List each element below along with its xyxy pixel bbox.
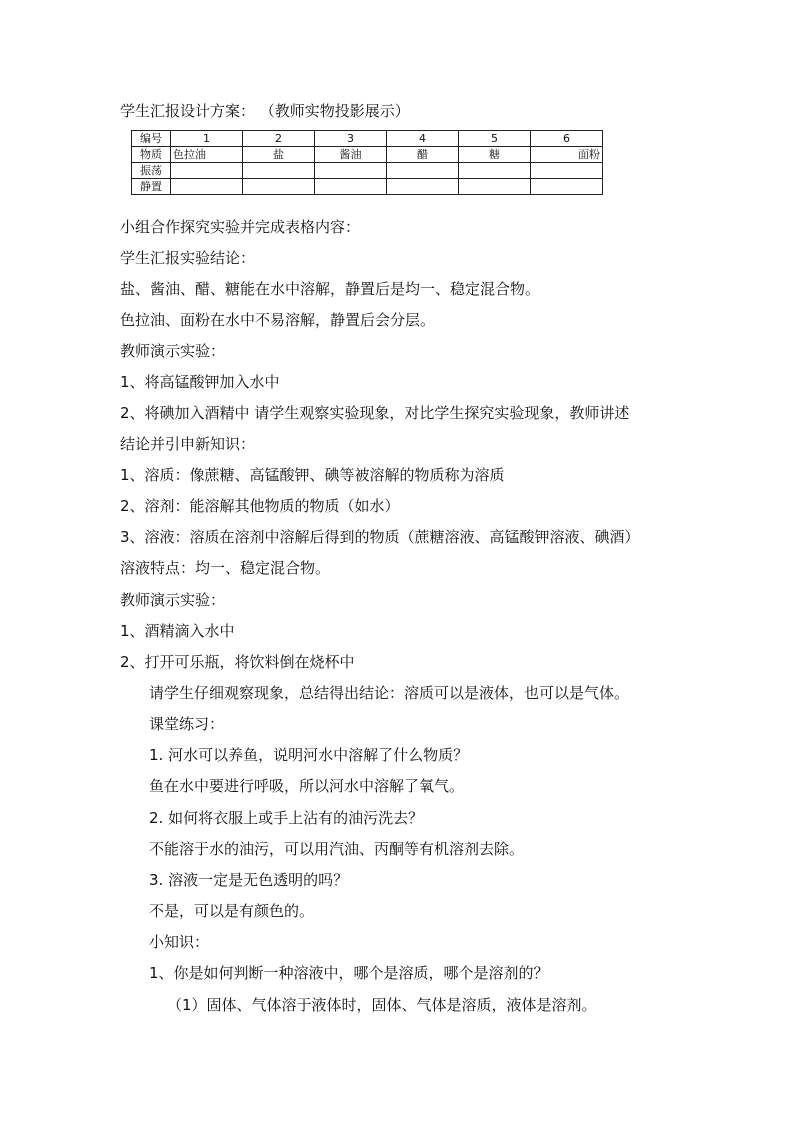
table-cell-empty — [315, 179, 387, 195]
table-cell: 5 — [459, 131, 531, 147]
demo2-step-1: 1、酒精滴入水中 — [120, 622, 235, 640]
student-conclusion-heading: 学生汇报实验结论： — [120, 249, 256, 267]
conclusion-soluble: 盐、酱油、醋、糖能在水中溶解，静置后是均一、稳定混合物。 — [120, 280, 541, 298]
table-cell-empty — [243, 163, 315, 179]
table-row — [132, 179, 603, 195]
exercise-answer-1: 鱼在水中要进行呼吸，所以河水中溶解了氧气。 — [149, 777, 465, 795]
table-cell-empty — [531, 179, 603, 195]
table-cell: 3 — [315, 131, 387, 147]
table-cell-empty — [459, 163, 531, 179]
classroom-exercise-heading: 课堂练习： — [149, 715, 225, 733]
table-cell-empty — [387, 163, 459, 179]
row-header-substance: 物质 — [132, 147, 171, 163]
table-row — [132, 131, 603, 147]
tips-heading: 小知识： — [149, 933, 210, 951]
teacher-demo-heading-1: 教师演示实验： — [120, 342, 226, 360]
table-cell-empty — [387, 179, 459, 195]
table-cell: 盐 — [243, 147, 315, 163]
exercise-question-3: 3. 溶液一定是无色透明的吗？ — [149, 871, 349, 889]
table-cell: 色拉油 — [171, 147, 243, 163]
table-cell-empty — [171, 179, 243, 195]
design-heading: 学生汇报设计方案： （教师实物投影展示） — [120, 102, 410, 120]
observation-conclusion: 请学生仔细观察现象，总结得出结论：溶质可以是液体，也可以是气体。 — [149, 684, 630, 702]
table-cell: 糖 — [459, 147, 531, 163]
table-cell-empty — [243, 179, 315, 195]
demo-step-2: 2、将碘加入酒精中 请学生观察实验现象，对比学生探究实验现象，教师讲述 — [120, 404, 630, 422]
table-cell-empty — [171, 163, 243, 179]
demo-step-2-continued: 结论并引申新知识： — [120, 435, 256, 453]
table-cell: 醋 — [387, 147, 459, 163]
table-cell-empty — [531, 163, 603, 179]
table-cell-empty — [459, 179, 531, 195]
table-row — [132, 163, 603, 179]
table-cell: 1 — [171, 131, 243, 147]
row-header-number: 编号 — [132, 131, 171, 147]
tips-answer-1: （1）固体、气体溶于液体时，固体、气体是溶质，液体是溶剂。 — [167, 996, 597, 1014]
solution-features: 溶液特点：均一、稳定混合物。 — [120, 559, 331, 577]
table-cell: 面粉 — [531, 147, 603, 163]
row-header-settle: 静置 — [132, 179, 171, 195]
table-cell: 2 — [243, 131, 315, 147]
experiment-table — [131, 130, 603, 195]
table-row — [132, 147, 603, 163]
teacher-demo-heading-2: 教师演示实验： — [120, 591, 226, 609]
table-cell: 6 — [531, 131, 603, 147]
definition-solution: 3、溶液：溶质在溶剂中溶解后得到的物质（蔗糖溶液、高锰酸钾溶液、碘酒） — [120, 528, 640, 546]
demo2-step-2: 2、打开可乐瓶，将饮料倒在烧杯中 — [120, 653, 355, 671]
exercise-answer-3: 不是，可以是有颜色的。 — [149, 902, 315, 920]
group-experiment-line: 小组合作探究实验并完成表格内容： — [120, 218, 361, 236]
table-cell-empty — [315, 163, 387, 179]
conclusion-insoluble: 色拉油、面粉在水中不易溶解，静置后会分层。 — [120, 311, 436, 329]
definition-solute: 1、溶质：像蔗糖、高锰酸钾、碘等被溶解的物质称为溶质 — [120, 466, 505, 484]
row-header-shake: 振荡 — [132, 163, 171, 179]
tips-question-1: 1、你是如何判断一种溶液中，哪个是溶质，哪个是溶剂的？ — [149, 964, 549, 982]
exercise-question-1: 1. 河水可以养鱼，说明河水中溶解了什么物质？ — [149, 746, 469, 764]
exercise-answer-2: 不能溶于水的油污，可以用汽油、丙酮等有机溶剂去除。 — [149, 840, 525, 858]
table-cell: 4 — [387, 131, 459, 147]
table-cell: 酱油 — [315, 147, 387, 163]
definition-solvent: 2、溶剂：能溶解其他物质的物质（如水） — [120, 497, 400, 515]
exercise-question-2: 2. 如何将衣服上或手上沾有的油污洗去？ — [149, 809, 424, 827]
demo-step-1: 1、将高锰酸钾加入水中 — [120, 373, 280, 391]
